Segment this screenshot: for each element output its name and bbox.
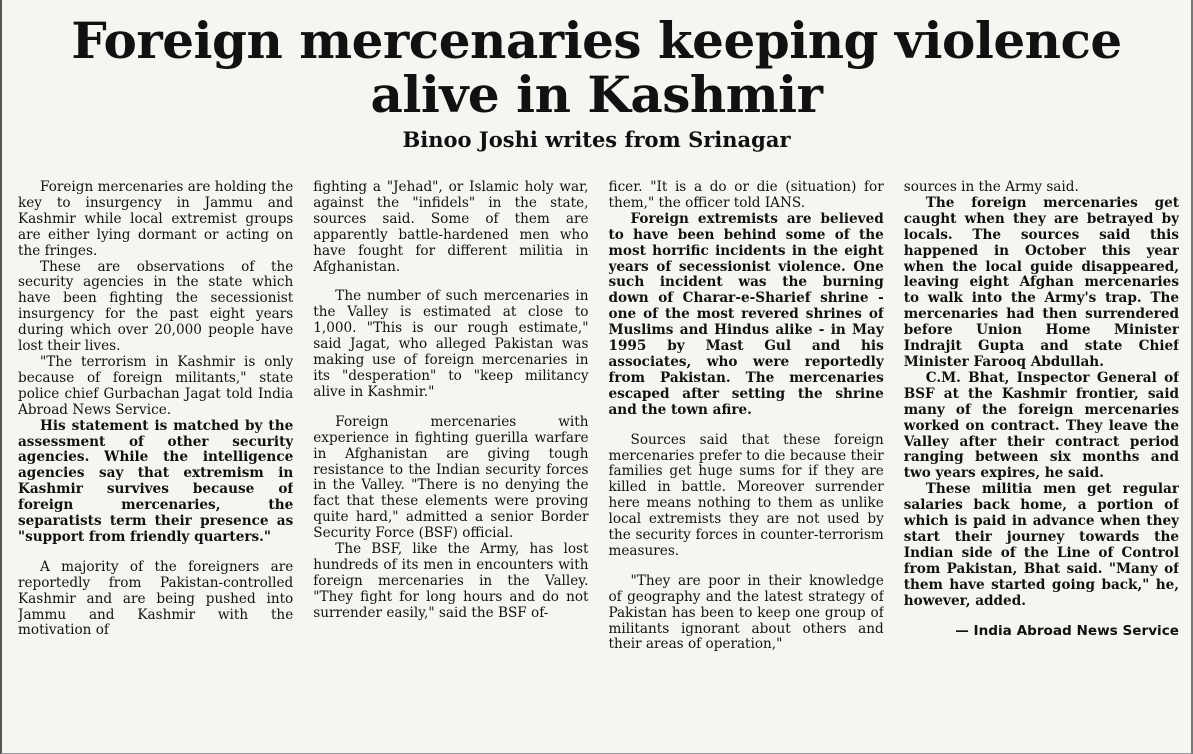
headline (2, 0, 1191, 122)
column-2 (313, 180, 588, 747)
paragraph: Foreign mercenaries are holding the key to insurgency in Jammu and Kashmir while local extremist groups are either lying dormant or acting on the fringes. (18, 180, 294, 259)
column-3 (609, 180, 884, 747)
headline-line-1: Foreign mercenaries keeping violence (71, 11, 1122, 70)
paragraph: fighting a "Jehad", or Islamic holy war, against the "infidels" in the state, sources said. Some of them are apparently battle-hardened men who have fought for different militia in Afghanistan. (313, 180, 589, 275)
paragraph: Foreign extremists are believed to have been behind some of the most horrific incidents in the eight years of secessionist violence. One such incident was the burning down of Charar-e-Sharief shrine - one of the most revered shrines of Muslims and Hindus alike - in May 1995 by Mast Gul and his associates, who were reportedly from Pakistan. The mercenaries escaped after setting the shrine and the town afire. (608, 210, 884, 418)
paragraph: sources in the Army said. (903, 180, 1079, 195)
byline: Binoo Joshi writes from Srinagar (402, 127, 791, 152)
paragraph: The foreign mercenaries get caught when they are betrayed by locals. The sources said this happened in October this year when the local guide disappeared, leaving eight Afghan mercenaries to walk into the Army's trap. The mercenaries had then surrendered before Union Home Minister Indrajit Gupta and state Chief Minister Farooq Abdullah. (903, 194, 1179, 370)
paragraph: These militia men get regular salaries back home, a portion of which is paid in advance when they start their journey towards the Indian side of the Line of Control from Pakistan, Bhat said. "Many of them have started going back," he, however, added. (903, 481, 1179, 609)
paragraph: ficer. "It is a do or die (situation) for them," the officer told IANS. (608, 180, 884, 211)
paragraph: The BSF, like the Army, has lost hundreds of its men in encounters with foreign mercenaries in the Valley. "They fight for long hours and do not surrender easily," said the BSF of- (313, 541, 589, 621)
paragraph: The number of such mercenaries in the Valley is estimated at close to 1,000. "This is our rough estimate," said Jagat, who alleged Pakistan was making use of foreign mercenaries in its "desperation" to "keep militancy alive in Kashmir." (313, 288, 589, 400)
paragraph: "The terrorism in Kashmir is only because of foreign militants," state police chief Gurbachan Jagat told India Abroad News Service. (18, 353, 294, 418)
paragraph: C.M. Bhat, Inspector General of BSF at the Kashmir frontier, said many of the foreign mercenaries worked on contract. They leave the Valley after their contract period ranging between six months and two years expires, he said. (903, 369, 1179, 482)
paragraph: These are observations of the security agencies in the state which have been fighting the secessionist insurgency for the past eight years during which over 20,000 people have lost their lives. (18, 258, 294, 355)
paragraph: Foreign mercenaries with experience in fighting guerilla warfare in Afghanistan are giving tough resistance to the Indian security forces in the Valley. "There is no denying the fact that these elements were proving quite hard," admitted a senior Border Security Force (BSF) official. (313, 413, 589, 542)
paragraph: Sources said that these foreign mercenaries prefer to die because their families get huge sums for if they are killed in battle. Moreover surrender here means nothing to them as unlike local extremists they are not used by the security forces in counter-terrorism measures. (608, 431, 884, 559)
news-service-credit: — India Abroad News Service (955, 623, 1179, 640)
column-4 (904, 180, 1179, 747)
paragraph: A majority of the foreigners are reportedly from Pakistan-controlled Kashmir and are being pushed into Jammu and Kashmir with the motivation of (18, 558, 294, 639)
headline-line-2: alive in Kashmir (370, 65, 823, 124)
paragraph: "They are poor in their knowledge of geography and the latest strategy of Pakistan has been to keep one group of militants ignorant about others and their areas of operation," (608, 572, 884, 653)
article-body (18, 180, 1179, 747)
column-1 (18, 180, 293, 747)
paragraph: His statement is matched by the assessment of other security agencies. While the intelligence agencies say that extremism in Kashmir survives because of foreign mercenaries, the separatists term their presence as "support from friendly quarters." (18, 417, 294, 545)
